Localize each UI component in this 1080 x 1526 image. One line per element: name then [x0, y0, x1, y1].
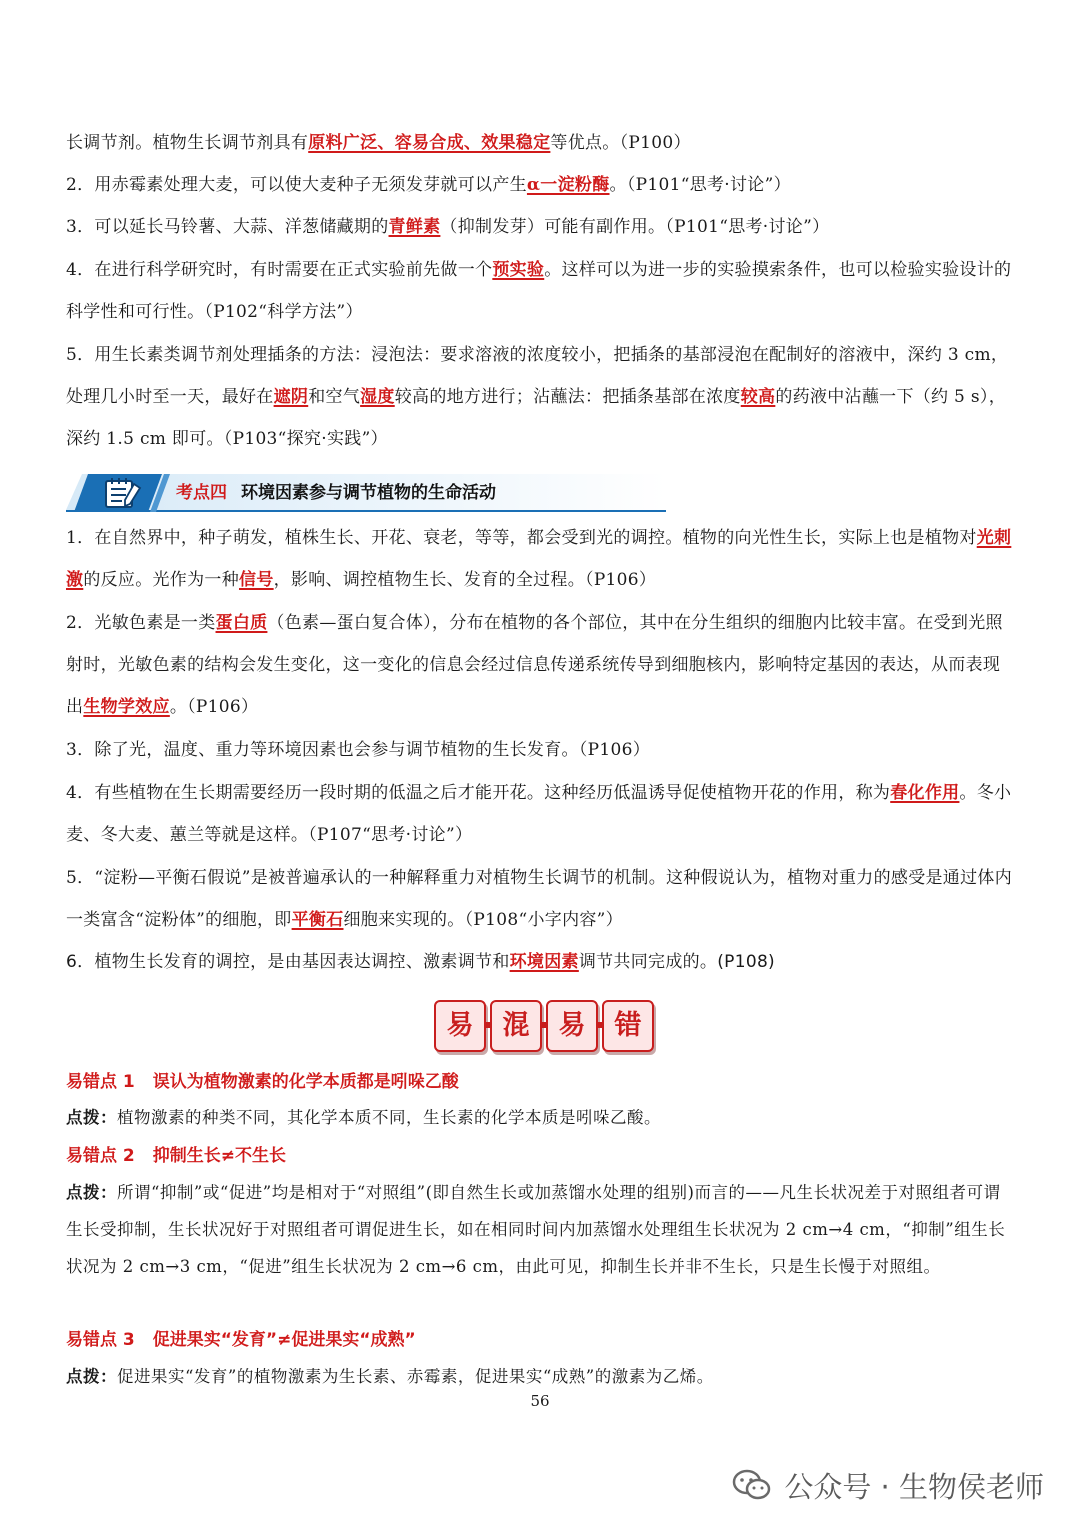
keyword: 春化作用 [890, 783, 960, 803]
point-6: 6．植物生长发育的调控，是由基因表达调控、激素调节和环境因素调节共同完成的。(P108) [66, 952, 775, 972]
point-3: 3．除了光，温度、重力等环境因素也会参与调节植物的生长发育。（P106） [66, 740, 651, 760]
error-point-title: 易错点 3 促进果实“发育”≠促进果实“成熟” [66, 1330, 416, 1350]
page-number: 56 [530, 1392, 550, 1410]
point-2: 2．光敏色素是一类蛋白质（色素—蛋白复合体），分布在植物的各个部位，其中在分生组织的细胞内比较丰富。在受到光照射时，光敏色素的结构会发生变化，这一变化的信息会经过信息传递系统传导到细胞核内，影响特定基因的表达，从而表现出生物学效应。（P106） [66, 613, 1003, 717]
keyword: 较高 [740, 387, 776, 407]
confusion-badge [434, 1000, 654, 1054]
badge-char: 易 [546, 1000, 598, 1052]
paragraph-2: 2．用赤霉素处理大麦，可以使大麦种子无须发芽就可以产生α一淀粉酶。（P101“思考·讨论”） [66, 175, 791, 195]
keyword: 蛋白质 [215, 613, 268, 633]
paragraph-3: 3．可以延长马铃薯、大蒜、洋葱储藏期的青鲜素（抑制发芽）可能有副作用。（P101“思考·讨论”） [66, 217, 830, 237]
point-1: 1．在自然界中，种子萌发，植株生长、开花、衰老，等等，都会受到光的调控。植物的向光性生长，实际上也是植物对光刺激的反应。光作为一种信号，影响、调控植物生长、发育的全过程。（P106） [66, 528, 1012, 590]
error-tip: 点拨：促进果实“发育”的植物激素为生长素、赤霉素，促进果实“成熟”的激素为乙烯。 [66, 1367, 714, 1386]
watermark [732, 1462, 1044, 1508]
point-5: 5．“淀粉—平衡石假说”是被普遍承认的一种解释重力对植物生长调节的机制。这种假说认为，植物对重力的感受是通过体内一类富含“淀粉体”的细胞，即平衡石细胞来实现的。（P108“小字内容”） [66, 868, 1012, 930]
keyword: 环境因素 [509, 952, 579, 972]
badge-char: 混 [490, 1000, 542, 1052]
keyword: 光刺激 [66, 528, 1012, 590]
point-4: 4．有些植物在生长期需要经历一段时期的低温之后才能开花。这种经历低温诱导促使植物开花的作用，称为春化作用。冬小麦、冬大麦、蕙兰等就是这样。（P107“思考·讨论”） [66, 783, 1012, 845]
error-point-title: 易错点 2 抑制生长≠不生长 [66, 1146, 286, 1166]
badge-char: 错 [602, 1000, 654, 1052]
section-heading [176, 480, 496, 506]
badge-char: 易 [434, 1000, 486, 1052]
watermark-text: 公众号 · 生物侯老师 [784, 1469, 1044, 1504]
section-title: 环境因素参与调节植物的生命活动 [241, 483, 496, 503]
keyword: 原料广泛、容易合成、效果稳定 [308, 133, 551, 153]
paragraph-5: 5．用生长素类调节剂处理插条的方法：浸泡法：要求溶液的浓度较小，把插条的基部浸泡在配制好的溶液中，深约 3 cm，处理几小时至一天，最好在遮阴和空气湿度较高的地方进行；沾蘸法：把插条基部在浓度较高的药液中沾蘸一下（约 5 s），深约 1.5 cm 即可。（P103“探究·实践”） [66, 345, 1009, 449]
paragraph-4: 4．在进行科学研究时，有时需要在正式实验前先做一个预实验。这样可以为进一步的实验摸索条件，也可以检验实验设计的科学性和可行性。（P102“科学方法”） [66, 260, 1012, 322]
error-tip: 点拨：所谓“抑制”或“促进”均是相对于“对照组”(即自然生长或加蒸馏水处理的组别)而言的——凡生长状况差于对照组者可谓生长受抑制，生长状况好于对照组者可谓促进生长，如在相同时间内加蒸馏水处理组生长状况为 2 cm→4 cm，“抑制”组生长状况为 2 cm→3 cm，“促进”组生长状况为 2 cm→6 cm，由此可见，抑制生长并非不生长，只是生长慢于对照组。 [66, 1183, 1006, 1276]
keyword: 青鲜素 [388, 217, 441, 237]
keyword: α一淀粉酶 [526, 175, 610, 195]
section-tag: 考点四 [176, 483, 227, 503]
keyword: 湿度 [360, 387, 395, 407]
paragraph-1: 长调节剂。植物生长调节剂具有原料广泛、容易合成、效果稳定等优点。（P100） [66, 133, 691, 153]
keyword: 平衡石 [291, 910, 344, 930]
wechat-icon [732, 1468, 772, 1502]
keyword: 信号 [239, 570, 274, 590]
keyword: 遮阴 [273, 387, 309, 407]
notepad-icon [100, 474, 144, 512]
error-tip: 点拨：植物激素的种类不同，其化学本质不同，生长素的化学本质是吲哚乙酸。 [66, 1108, 661, 1127]
keyword: 生物学效应 [83, 697, 170, 717]
error-point-title: 易错点 1 误认为植物激素的化学本质都是吲哚乙酸 [66, 1072, 459, 1092]
keyword: 预实验 [492, 260, 545, 280]
